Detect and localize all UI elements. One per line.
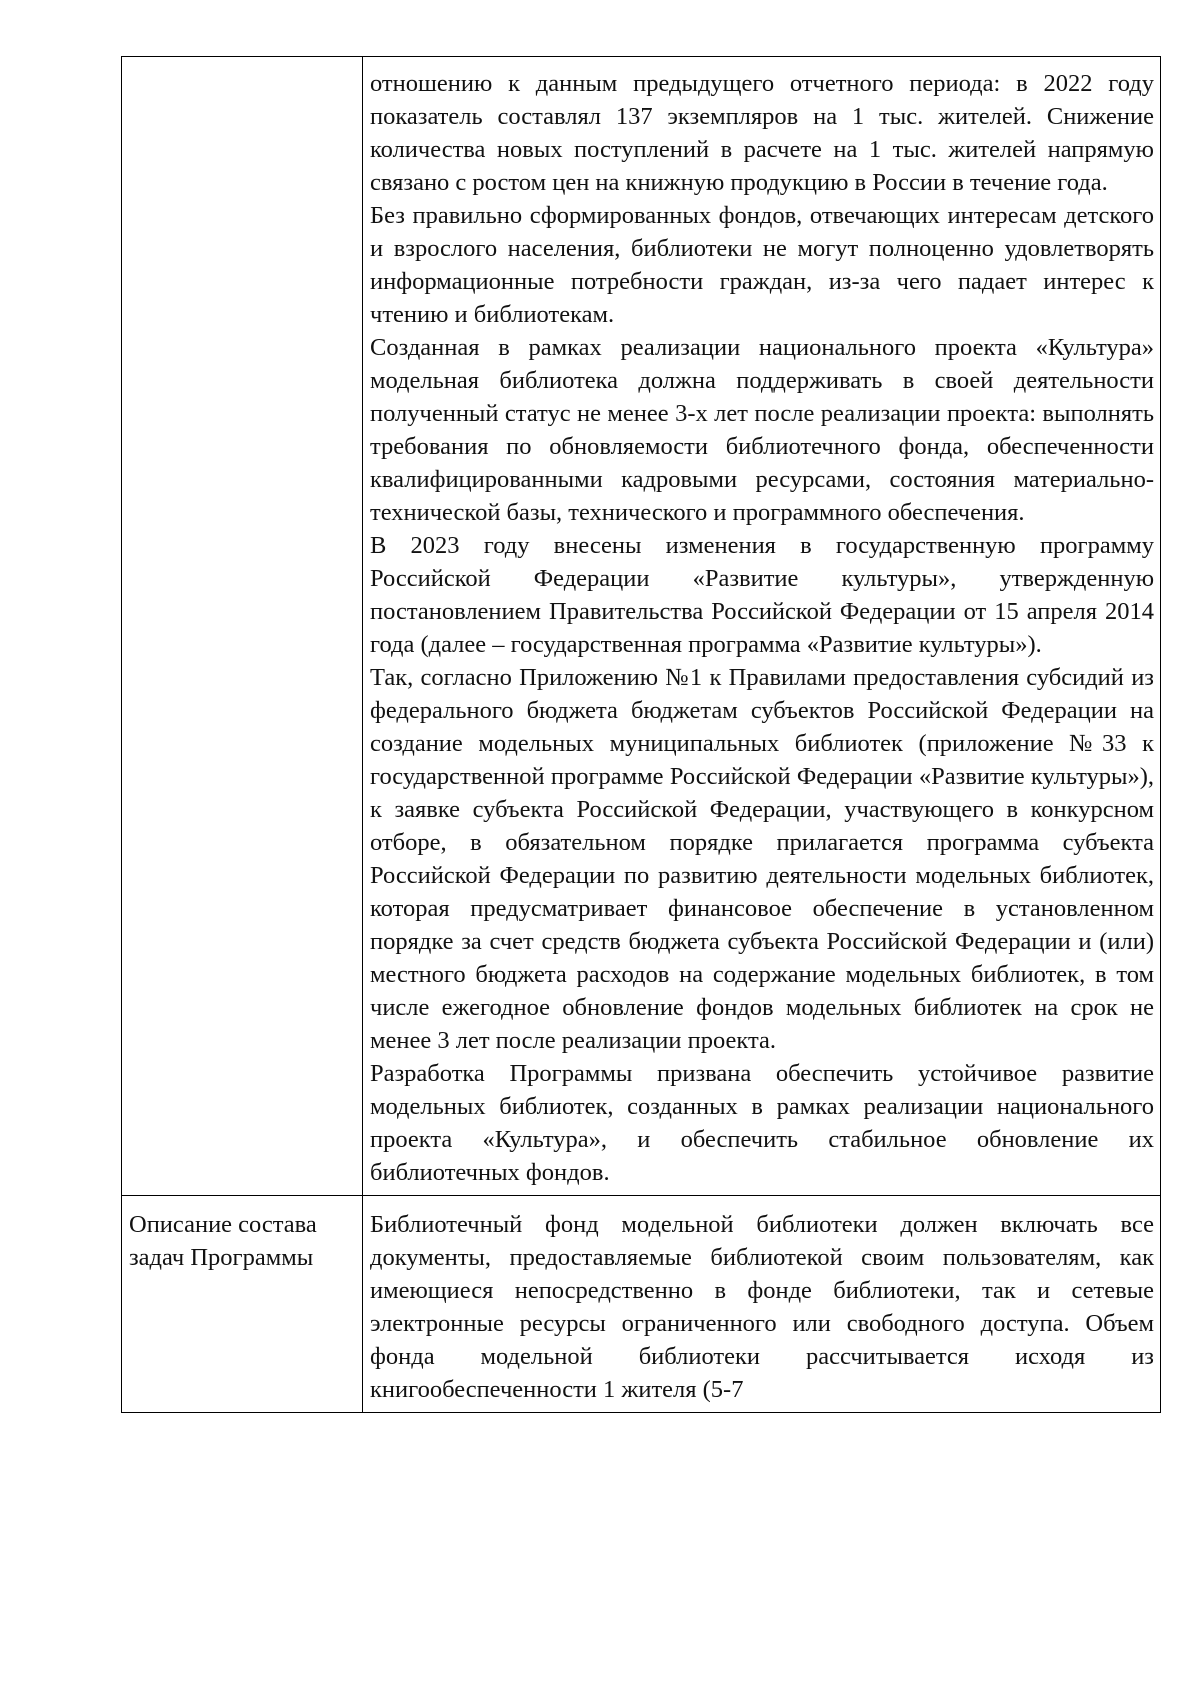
- paragraph: Библиотечный фонд модельной библиотеки должен включать все документы, предоставляемые библиотекой своим пользователям, как имеющиеся непосредственно в фонде библиотеки, так и сетевые электронные ресурсы ограниченного или свободного доступа. Объем фонда модельной библиотеки рассчитывается исходя из книгообеспеченности 1 жителя (5-7: [370, 1211, 1154, 1403]
- document-table: [121, 56, 1161, 1413]
- row-label: Описание состава задач Программы: [129, 1211, 317, 1271]
- table-row: [122, 1196, 1161, 1413]
- row-label-cell: [122, 57, 363, 1196]
- table-row: [122, 57, 1161, 1196]
- row-content-cell: [363, 57, 1161, 1196]
- paragraph: В 2023 году внесены изменения в государственную программу Российской Федерации «Развитие культуры», утвержденную постановлением Правительства Российской Федерации от 15 апреля 2014 года (далее – государственная программа «Развитие культуры»).: [370, 532, 1154, 658]
- row-content-cell: [363, 1196, 1161, 1413]
- paragraph: Так, согласно Приложению №1 к Правилами предоставления субсидий из федерального бюджета бюджетам субъектов Российской Федерации на создание модельных муниципальных библиотек (приложение №33 к государственной программе Российской Федерации «Развитие культуры»), к заявке субъекта Российской Федерации, участвующего в конкурсном отборе, в обязательном порядке прилагается программа субъекта Российской Федерации по развитию деятельности модельных библиотек, которая предусматривает финансовое обеспечение в установленном порядке за счет средств бюджета субъекта Российской Федерации и (или) местного бюджета расходов на содержание модельных библиотек, в том числе ежегодное обновление фондов модельных библиотек на срок не менее 3 лет после реализации проекта.: [370, 664, 1154, 1054]
- paragraph: Созданная в рамках реализации национального проекта «Культура» модельная библиотека должна поддерживать в своей деятельности полученный статус не менее 3-х лет после реализации проекта: выполнять требования по обновляемости библиотечного фонда, обеспеченности квалифицированными кадровыми ресурсами, состояния материально-технической базы, технического и программного обеспечения.: [370, 334, 1154, 526]
- row-label-cell: [122, 1196, 363, 1413]
- paragraph: Разработка Программы призвана обеспечить устойчивое развитие модельных библиотек, созданных в рамках реализации национального проекта «Культура», и обеспечить стабильное обновление их библиотечных фондов.: [370, 1060, 1154, 1186]
- paragraph: Без правильно сформированных фондов, отвечающих интересам детского и взрослого населения, библиотеки не могут полноценно удовлетворять информационные потребности граждан, из-за чего падает интерес к чтению и библиотекам.: [370, 202, 1154, 328]
- paragraph: отношению к данным предыдущего отчетного периода: в 2022 году показатель составлял 137 экземпляров на 1 тыс. жителей. Снижение количества новых поступлений в расчете на 1 тыс. жителей напрямую связано с ростом цен на книжную продукцию в России в течение года.: [370, 70, 1154, 196]
